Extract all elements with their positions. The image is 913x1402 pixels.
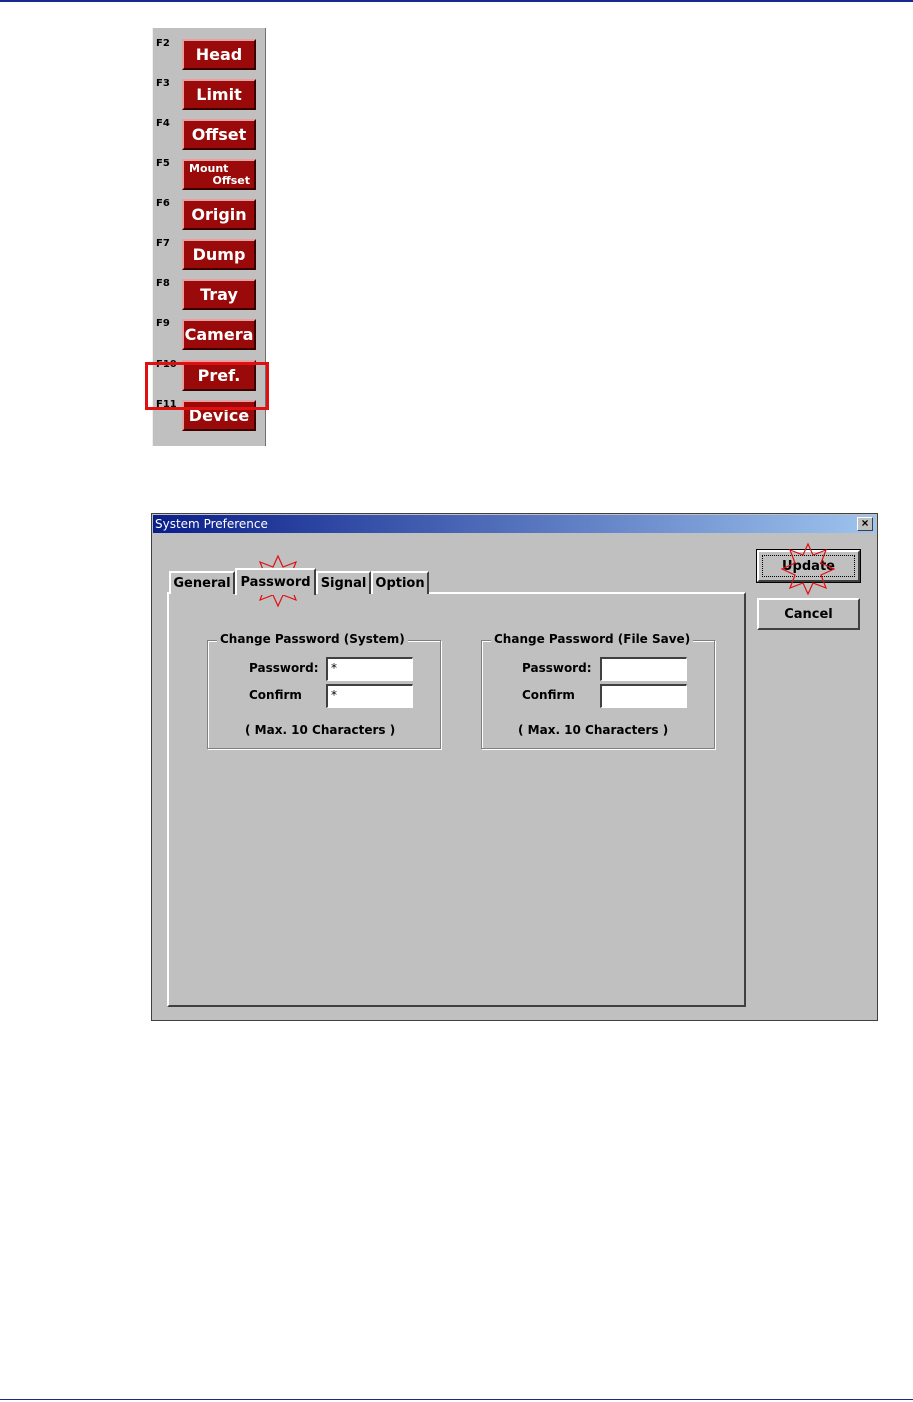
group-title: Change Password (System)	[217, 632, 408, 646]
system-preference-dialog	[151, 513, 878, 1021]
tray-button[interactable]: Tray	[182, 279, 256, 310]
system-confirm-input[interactable]: *	[326, 684, 413, 708]
fkey-row-tray	[153, 268, 265, 308]
fkey-label: F7	[156, 238, 170, 249]
mount-offset-line1: Mount	[189, 161, 229, 175]
tab-general[interactable]: General	[169, 571, 235, 594]
dialog-titlebar	[153, 515, 876, 533]
filesave-password-input[interactable]	[600, 657, 687, 681]
head-button[interactable]: Head	[182, 39, 256, 70]
filesave-confirm-input[interactable]	[600, 684, 687, 708]
mount-offset-button[interactable]	[182, 159, 256, 190]
fkey-row-origin	[153, 188, 265, 228]
fkey-label: F9	[156, 318, 170, 329]
pref-button[interactable]: Pref.	[182, 360, 256, 391]
max-characters-note: ( Max. 10 Characters )	[518, 723, 669, 737]
system-password-input[interactable]: *	[326, 657, 413, 681]
page-top-rule	[0, 0, 913, 2]
confirm-label: Confirm	[522, 688, 575, 702]
update-button[interactable]	[757, 550, 860, 582]
fkey-label: F10	[156, 359, 177, 370]
device-button[interactable]: Device	[182, 400, 256, 431]
pref-highlight-box	[145, 362, 269, 410]
tab-signal[interactable]: Signal	[316, 571, 371, 594]
focus-rect	[762, 555, 855, 577]
fkey-label: F11	[156, 399, 177, 410]
origin-button[interactable]: Origin	[182, 199, 256, 230]
offset-button[interactable]: Offset	[182, 119, 256, 150]
dump-button[interactable]: Dump	[182, 239, 256, 270]
password-label: Password:	[249, 661, 319, 675]
camera-button[interactable]: Camera	[182, 319, 256, 350]
fkey-label: F6	[156, 198, 170, 209]
group-title: Change Password (File Save)	[491, 632, 693, 646]
fkey-label: F2	[156, 38, 170, 49]
max-characters-note: ( Max. 10 Characters )	[245, 723, 396, 737]
fkey-row-camera	[153, 308, 265, 348]
close-icon[interactable]: ×	[857, 517, 873, 531]
password-label: Password:	[522, 661, 592, 675]
filesave-password-group	[481, 632, 715, 749]
page-bottom-rule	[0, 1399, 913, 1400]
cancel-button[interactable]: Cancel	[757, 598, 860, 630]
fkey-row-offset	[153, 108, 265, 148]
fkey-row-limit	[153, 68, 265, 108]
system-password-group	[207, 632, 441, 749]
fkey-label: F4	[156, 118, 170, 129]
dialog-title: System Preference	[155, 517, 268, 531]
fkey-row-dump	[153, 228, 265, 268]
tab-option[interactable]: Option	[371, 571, 429, 594]
tab-password[interactable]: Password	[235, 568, 316, 595]
update-button-label: Update	[782, 558, 835, 574]
fkey-label: F5	[156, 158, 170, 169]
fkey-label: F3	[156, 78, 170, 89]
confirm-label: Confirm	[249, 688, 302, 702]
limit-button[interactable]: Limit	[182, 79, 256, 110]
fkey-label: F8	[156, 278, 170, 289]
fkey-row-head	[153, 28, 265, 68]
mount-offset-line2: Offset	[212, 173, 250, 187]
fkey-row-mount-offset	[153, 148, 265, 188]
